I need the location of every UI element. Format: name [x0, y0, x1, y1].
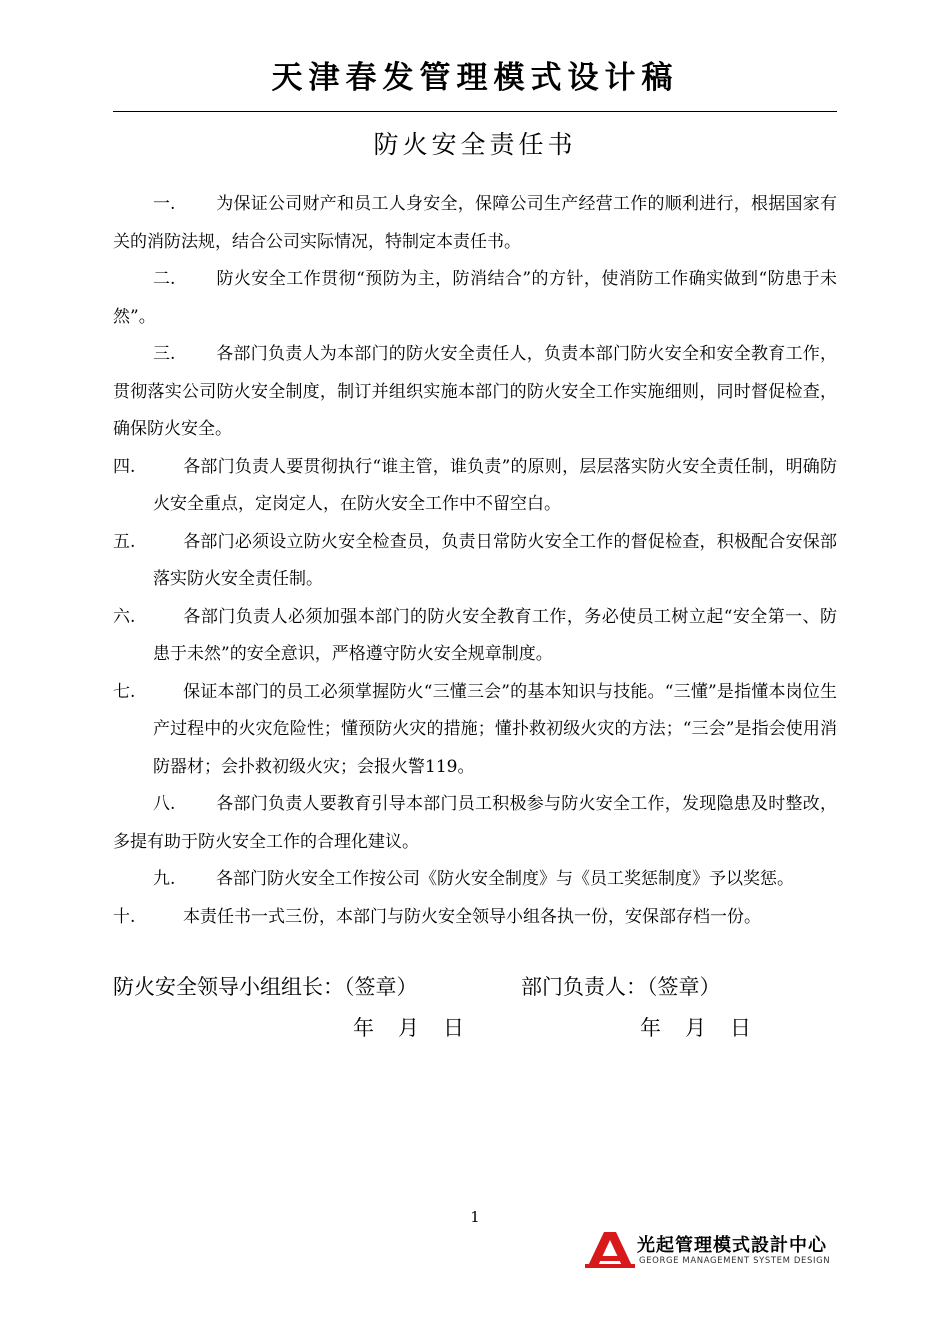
clause-number: 一.: [153, 194, 176, 214]
clause-text: 各部门负责人要教育引导本部门员工积极参与防火安全工作，发现隐患及时整改，多提有助于防火安全工作的合理化建议。: [113, 794, 837, 852]
logo-name: 光起管理模式設計中心: [637, 1235, 827, 1256]
document-title: 防火安全责任书: [373, 130, 577, 159]
clause-text: 各部门防火安全工作按公司《防火安全制度》与《员工奖惩制度》予以奖惩。: [216, 869, 794, 889]
clause-number: 八.: [153, 794, 176, 814]
clause-text: 各部门必须设立防火安全检查员，负责日常防火安全工作的督促检查，积极配合安保部落实防火安全责任制。: [153, 531, 837, 589]
document-body: [113, 186, 837, 936]
clause-6: [113, 599, 837, 674]
clause-1: [113, 186, 837, 261]
header-divider: [113, 111, 837, 112]
clause-text: 本责任书一式三份，本部门与防火安全领导小组各执一份，安保部存档一份。: [183, 906, 761, 927]
clause-5: [113, 524, 837, 599]
clause-number: 七.: [113, 681, 136, 702]
page-number: 1: [470, 1208, 480, 1226]
leader-signature-date: [353, 1012, 488, 1042]
department-head-signature-date: [640, 1012, 775, 1042]
clause-number: 九.: [153, 869, 176, 889]
clause-text: 各部门负责人为本部门的防火安全责任人，负责本部门防火安全和安全教育工作，贯彻落实公司防火安全制度，制订并组织实施本部门的防火安全工作实施细则，同时督促检查，确保防火安全。: [113, 344, 837, 439]
clause-number: 四.: [113, 456, 136, 477]
clause-text: 各部门负责人要贯彻执行“谁主管，谁负责”的原则，层层落实防火安全责任制，明确防火安全重点，定岗定人，在防火安全工作中不留空白。: [153, 456, 837, 514]
logo-mark-icon: [585, 1230, 635, 1270]
header-title: 天津春发管理模式设计稿: [271, 60, 679, 96]
clause-number: 六.: [113, 606, 136, 627]
date-month-label: 月: [685, 1016, 708, 1040]
clause-9: [113, 861, 837, 899]
clause-4: [113, 449, 837, 524]
clause-text: 各部门负责人必须加强本部门的防火安全教育工作，务必使员工树立起“安全第一、防患于未然”的安全意识，严格遵守防火安全规章制度。: [153, 606, 837, 664]
date-year-label: 年: [353, 1016, 376, 1040]
company-logo: [585, 1230, 845, 1270]
date-day-label: 日: [443, 1016, 466, 1040]
date-month-label: 月: [398, 1016, 421, 1040]
clause-number: 二.: [153, 269, 176, 289]
clause-3: [113, 336, 837, 449]
clause-10: [113, 899, 837, 937]
leader-signature-label: 防火安全领导小组组长：（签章）: [113, 975, 418, 999]
department-head-signature-label: 部门负责人：（签章）: [521, 975, 721, 999]
clause-number: 十.: [113, 906, 136, 927]
clause-7: [113, 674, 837, 787]
clause-number: 五.: [113, 531, 136, 552]
date-year-label: 年: [640, 1016, 663, 1040]
logo-subtitle: GEORGE MANAGEMENT SYSTEM DESIGN: [639, 1256, 831, 1266]
date-day-label: 日: [730, 1016, 753, 1040]
clause-2: [113, 261, 837, 336]
clause-text: 为保证公司财产和员工人身安全，保障公司生产经营工作的顺利进行，根据国家有关的消防法规，结合公司实际情况，特制定本责任书。: [113, 194, 837, 252]
clause-8: [113, 786, 837, 861]
clause-text: 防火安全工作贯彻“预防为主，防消结合”的方针，使消防工作确实做到“防患于未然”。: [113, 269, 837, 327]
clause-text: 保证本部门的员工必须掌握防火“三懂三会”的基本知识与技能。“三懂”是指懂本岗位生产过程中的火灾危险性；懂预防火灾的措施；懂扑救初级火灾的方法；“三会”是指会使用消防器材；会扑救初级火灾；会报火警119。: [153, 681, 837, 777]
clause-number: 三.: [153, 344, 176, 364]
